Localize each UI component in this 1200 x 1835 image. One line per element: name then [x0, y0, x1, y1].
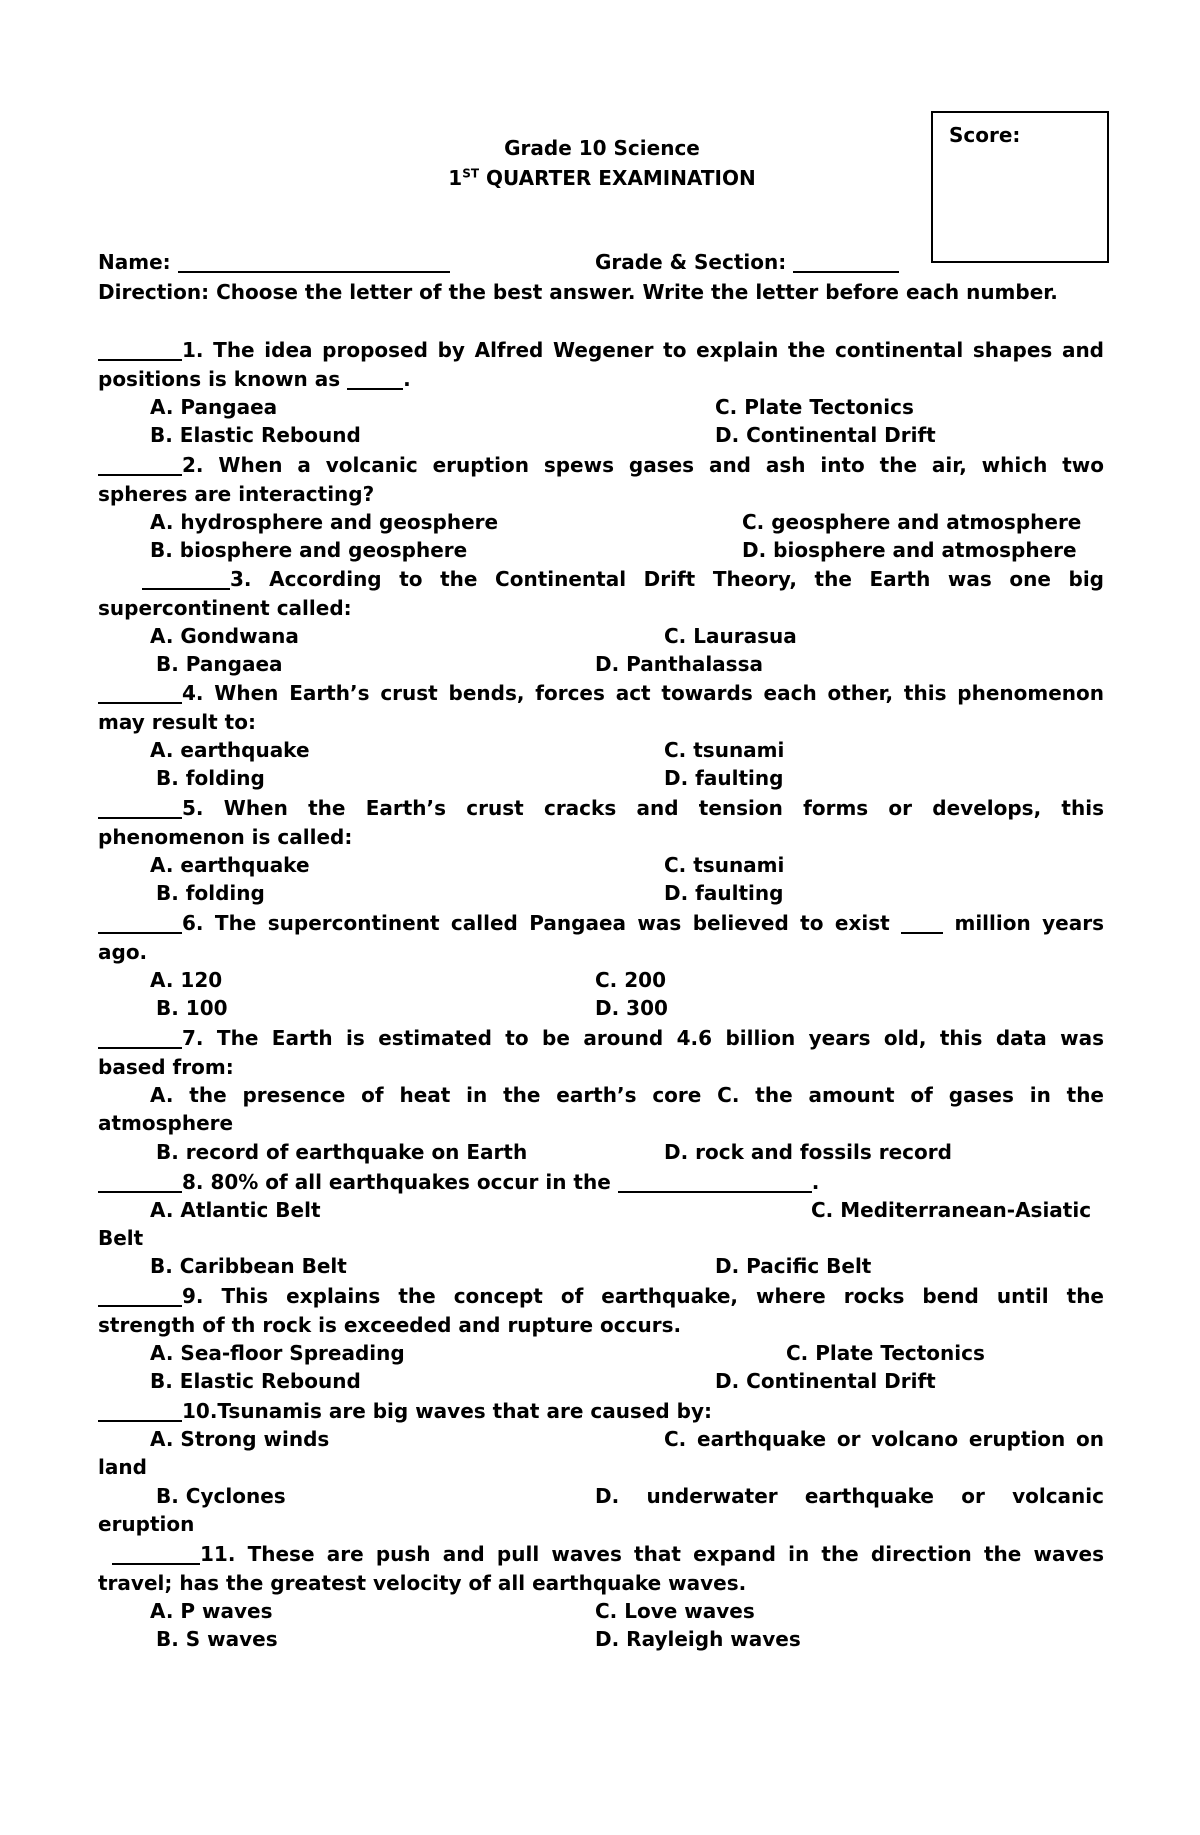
q9-option-d: D. Continental Drift: [715, 1369, 936, 1393]
q1-option-d: D. Continental Drift: [715, 423, 936, 447]
q9-option-b: B. Elastic Rebound: [150, 1369, 361, 1393]
q3-option-b: B. Pangaea: [156, 652, 283, 676]
answer-blank-4[interactable]: [98, 702, 182, 704]
question-10: 10.Tsunamis are big waves that are caused by:: [98, 1397, 712, 1425]
question-1: 1. The idea proposed by Alfred Wegener to explain the continental shapes and: [98, 336, 1104, 364]
q2-option-b: B. biosphere and geosphere: [150, 538, 468, 562]
direction-text: Direction: Choose the letter of the best answer. Write the letter before each number.: [98, 280, 1058, 304]
question-9: 9. This explains the concept of earthquake, where rocks bend until the: [98, 1282, 1104, 1310]
q5-option-b: B. folding: [156, 881, 265, 905]
q6-option-b: B. 100: [156, 996, 228, 1020]
q9-option-c: C. Plate Tectonics: [786, 1341, 985, 1365]
score-box[interactable]: [931, 111, 1109, 263]
q6-option-a: A. 120: [150, 968, 223, 992]
q5-option-a: A. earthquake: [150, 853, 310, 877]
answer-blank-10[interactable]: [98, 1420, 182, 1422]
question-4-cont: may result to:: [98, 710, 256, 734]
exam-title: Grade 10 Science: [504, 136, 700, 160]
question-2: 2. When a volcanic eruption spews gases and ash into the air, which two: [98, 451, 1104, 479]
fill-blank-8: [618, 1191, 812, 1193]
q11-option-c: C. Love waves: [595, 1599, 755, 1623]
question-8: 8. 80% of all earthquakes occur in the .: [98, 1168, 819, 1196]
question-6: 6. The supercontinent called Pangaea was believed to exist million years: [98, 909, 1104, 937]
question-9-cont: strength of th rock is exceeded and rupture occurs.: [98, 1313, 682, 1337]
q11-option-d: D. Rayleigh waves: [595, 1627, 801, 1651]
subtitle-rest: QUARTER EXAMINATION: [479, 166, 756, 190]
q10-option-a: A. Strong winds: [150, 1427, 330, 1451]
name-label: Name:: [98, 250, 171, 274]
q2-option-a: A. hydrosphere and geosphere: [150, 510, 499, 534]
q4-option-b: B. folding: [156, 766, 265, 790]
answer-blank-5[interactable]: [98, 817, 182, 819]
name-blank[interactable]: [178, 271, 450, 273]
question-11: 11. These are push and pull waves that expand in the direction the waves: [112, 1540, 1104, 1568]
q1-option-a: A. Pangaea: [150, 395, 278, 419]
question-2-cont: spheres are interacting?: [98, 482, 375, 506]
q10-option-c-cont: land: [98, 1455, 147, 1479]
question-5-cont: phenomenon is called:: [98, 825, 353, 849]
subtitle-prefix: 1: [448, 166, 463, 190]
exam-subtitle: [302, 166, 902, 190]
question-5: 5. When the Earth’s crust cracks and tension forms or develops, this: [98, 794, 1104, 822]
q8-option-d: D. Pacific Belt: [715, 1254, 872, 1278]
answer-blank-1[interactable]: [98, 359, 182, 361]
q8-option-a: A. Atlantic Belt: [150, 1198, 321, 1222]
score-label: Score:: [949, 123, 1021, 147]
q6-option-c: C. 200: [595, 968, 666, 992]
q8-option-c-cont: Belt: [98, 1226, 144, 1250]
q1-option-b: B. Elastic Rebound: [150, 423, 361, 447]
fill-blank-1: [347, 388, 403, 390]
answer-blank-3[interactable]: [142, 588, 230, 590]
question-4: 4. When Earth’s crust bends, forces act towards each other, this phenomenon: [98, 679, 1104, 707]
q3-option-d: D. Panthalassa: [595, 652, 763, 676]
q1-option-c: C. Plate Tectonics: [715, 395, 914, 419]
q7-option-a-c: A. the presence of heat in the earth’s core C. the amount of gases in the: [150, 1083, 1104, 1107]
q7-option-d: D. rock and fossils record: [664, 1140, 952, 1164]
q2-option-d: D. biosphere and atmosphere: [742, 538, 1077, 562]
q10-option-c: C. earthquake or volcano eruption on: [664, 1427, 1104, 1451]
q3-option-c: C. Laurasua: [664, 624, 797, 648]
answer-blank-7[interactable]: [98, 1047, 182, 1049]
question-3-cont: supercontinent called:: [98, 596, 352, 620]
question-3: 3. According to the Continental Drift Theory, the Earth was one big: [142, 565, 1104, 593]
q10-option-d-cont: eruption: [98, 1512, 195, 1536]
section-blank[interactable]: [793, 271, 899, 273]
question-7-cont: based from:: [98, 1055, 234, 1079]
q4-option-d: D. faulting: [664, 766, 784, 790]
q2-option-c: C. geosphere and atmosphere: [742, 510, 1082, 534]
section-label: Grade & Section:: [595, 250, 787, 274]
answer-blank-9[interactable]: [98, 1305, 182, 1307]
q10-option-b: B. Cyclones: [156, 1484, 286, 1508]
q7-option-c-cont: atmosphere: [98, 1111, 234, 1135]
question-7: 7. The Earth is estimated to be around 4.6 billion years old, this data was: [98, 1024, 1104, 1052]
question-11-cont: travel; has the greatest velocity of all earthquake waves.: [98, 1571, 747, 1595]
name-field[interactable]: [98, 250, 450, 274]
q6-option-d: D. 300: [595, 996, 668, 1020]
q3-option-a: A. Gondwana: [150, 624, 299, 648]
q7-option-b: B. record of earthquake on Earth: [156, 1140, 528, 1164]
q9-option-a: A. Sea-floor Spreading: [150, 1341, 405, 1365]
q5-option-c: C. tsunami: [664, 853, 785, 877]
q8-option-c: C. Mediterranean-Asiatic: [811, 1198, 1092, 1222]
q4-option-a: A. earthquake: [150, 738, 310, 762]
q11-option-a: A. P waves: [150, 1599, 273, 1623]
fill-blank-6: [901, 932, 943, 934]
subtitle-superscript: ST: [462, 166, 480, 181]
q4-option-c: C. tsunami: [664, 738, 785, 762]
question-1-cont: positions is known as .: [98, 367, 411, 391]
answer-blank-8[interactable]: [98, 1191, 182, 1193]
q8-option-b: B. Caribbean Belt: [150, 1254, 347, 1278]
q5-option-d: D. faulting: [664, 881, 784, 905]
answer-blank-11[interactable]: [112, 1563, 200, 1565]
answer-blank-2[interactable]: [98, 474, 182, 476]
q10-option-d: D. underwater earthquake or volcanic: [595, 1484, 1104, 1508]
section-field[interactable]: [595, 250, 899, 274]
answer-blank-6[interactable]: [98, 932, 182, 934]
q11-option-b: B. S waves: [156, 1627, 278, 1651]
question-6-cont: ago.: [98, 940, 148, 964]
